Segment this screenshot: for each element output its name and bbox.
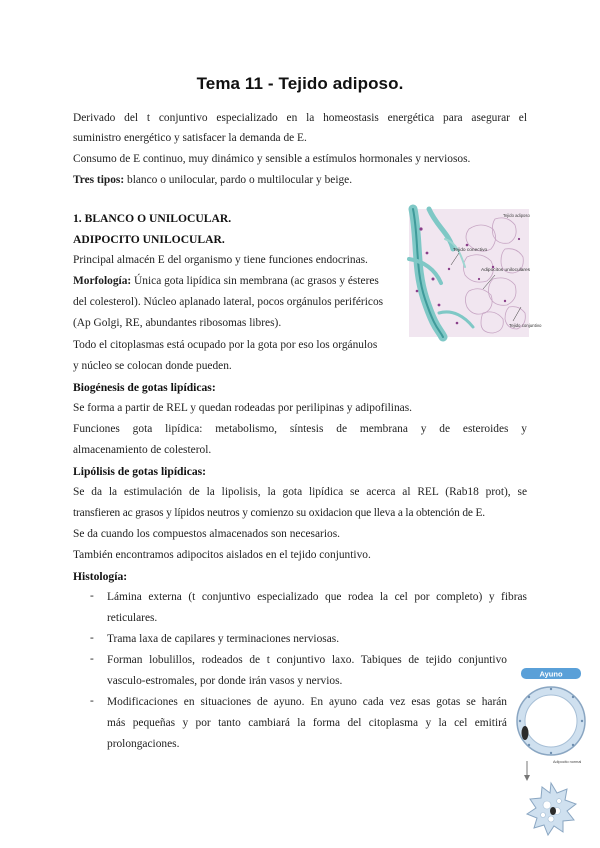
citoplasma-line-1: Todo el citoplasmas está ocupado por la gota por eso los orgánulos <box>73 339 378 351</box>
biogenesis-line-2: Funciones gota lipídica: metabolismo, síntesis de membrana y de esteroides y <box>73 423 527 435</box>
flattened-nucleus <box>522 726 529 740</box>
list-item-2-line-1: Trama laxa de capilares y terminaciones nerviosas. <box>107 633 340 645</box>
list-item-3-line-1: Forman lobulillos, rodeados de t conjuntivo laxo. Tabiques de tejido conjuntivo <box>107 654 507 666</box>
lipolisis-line-1: Se da la estimulación de la lipolisis, la gota lipídica se acerca al REL (Rab18 prot), se <box>73 486 527 498</box>
intro-line-1: Derivado del t conjuntivo especializado en la homeostasis energética para asegurar el <box>73 112 527 124</box>
types-text: blanco o unilocular, pardo o multilocular y beige. <box>124 174 353 186</box>
biogenesis-line-3: almacenamiento de colesterol. <box>73 444 212 456</box>
list-bullet: - <box>90 695 94 707</box>
list-item-1-line-1: Lámina externa (t conjuntivo especializado que rodea la cel por completo) y fibras <box>107 591 527 603</box>
list-item-4-line-1: Modificaciones en situaciones de ayuno. En ayuno cada vez esas gotas se harán <box>107 696 507 708</box>
list-bullet: - <box>90 653 94 665</box>
label-tejido-conjuntivo: Tejido conjuntivo <box>509 323 542 328</box>
label-tejido-conectivo: Tejido conectivo <box>453 248 488 253</box>
section-subheading: ADIPOCITO UNILOCULAR. <box>73 233 225 246</box>
morfologia-line-3: (Ap Golgi, RE, abundantes ribosomas libres). <box>73 317 282 329</box>
intro-types <box>73 170 352 191</box>
lipolisis-line-3: Se da cuando los compuestos almacenados son necesarios. <box>73 528 340 540</box>
list-item-4-line-2: más pequeñas y por tanto cambiará la forma del citoplasma y la cel emitirá <box>107 717 507 729</box>
fasting-adipocyte-svg <box>513 665 589 843</box>
biogenesis-heading: Biogénesis de gotas lipídicas: <box>73 381 216 394</box>
morfologia-label: Morfología: <box>73 275 132 287</box>
intro-line-2: suministro energético y satisfacer la demanda de E. <box>73 132 307 144</box>
list-item-1-line-2: reticulares. <box>107 612 158 624</box>
types-label: Tres tipos: <box>73 174 125 186</box>
section-heading: 1. BLANCO O UNILOCULAR. <box>73 212 232 225</box>
fasting-adipocyte-diagram <box>513 665 589 843</box>
section1-line-1: Principal almacén E del organismo y tiene funciones endocrinas. <box>73 254 368 266</box>
list-item-4-line-3: prolongaciones. <box>107 738 180 750</box>
citoplasma-line-2: y núcleo se colocan donde pueden. <box>73 360 232 372</box>
list-bullet: - <box>90 632 94 644</box>
list-item-3-line-2: vasculo-estromales, por donde irán vasos y nervios. <box>107 675 343 687</box>
label-adipocito-normal: Adipocito normal <box>553 760 582 764</box>
intro-line-3: Consumo de E continuo, muy dinámico y sensible a estímulos hormonales y nerviosos. <box>73 153 471 165</box>
page-title: Tema 11 - Tejido adiposo. <box>196 74 404 93</box>
morfologia-line-1 <box>73 271 379 292</box>
lipolisis-heading: Lipólisis de gotas lipídicas: <box>73 465 207 478</box>
morfologia-text: Única gota lipídica sin membrana (ac grasos y ésteres <box>131 275 379 287</box>
label-top: Tejido adiposo <box>503 213 530 218</box>
histologia-heading: Histología: <box>73 570 128 583</box>
histology-micrograph-svg <box>409 209 542 337</box>
label-adipocitos: Adipocitos uniloculares <box>481 268 531 273</box>
ayuno-label: Ayuno <box>539 669 563 679</box>
lipid-droplet <box>525 695 577 747</box>
fasting-nucleus <box>550 807 556 815</box>
morfologia-line-2: del colesterol). Núcleo aplanado lateral, pocos orgánulos periféricos <box>73 296 384 308</box>
histology-micrograph <box>409 209 542 337</box>
biogenesis-line-1: Se forma a partir de REL y quedan rodeadas por perilipinas y adipofilinas. <box>73 402 412 414</box>
lipolisis-line-2: transfieren ac grasos y lípidos neutros y comienzo su oxidacion que lleva a la obtención de E. <box>73 507 485 519</box>
list-bullet: - <box>90 590 94 602</box>
lipolisis-line-4: También encontramos adipocitos aislados en el tejido conjuntivo. <box>73 549 371 561</box>
